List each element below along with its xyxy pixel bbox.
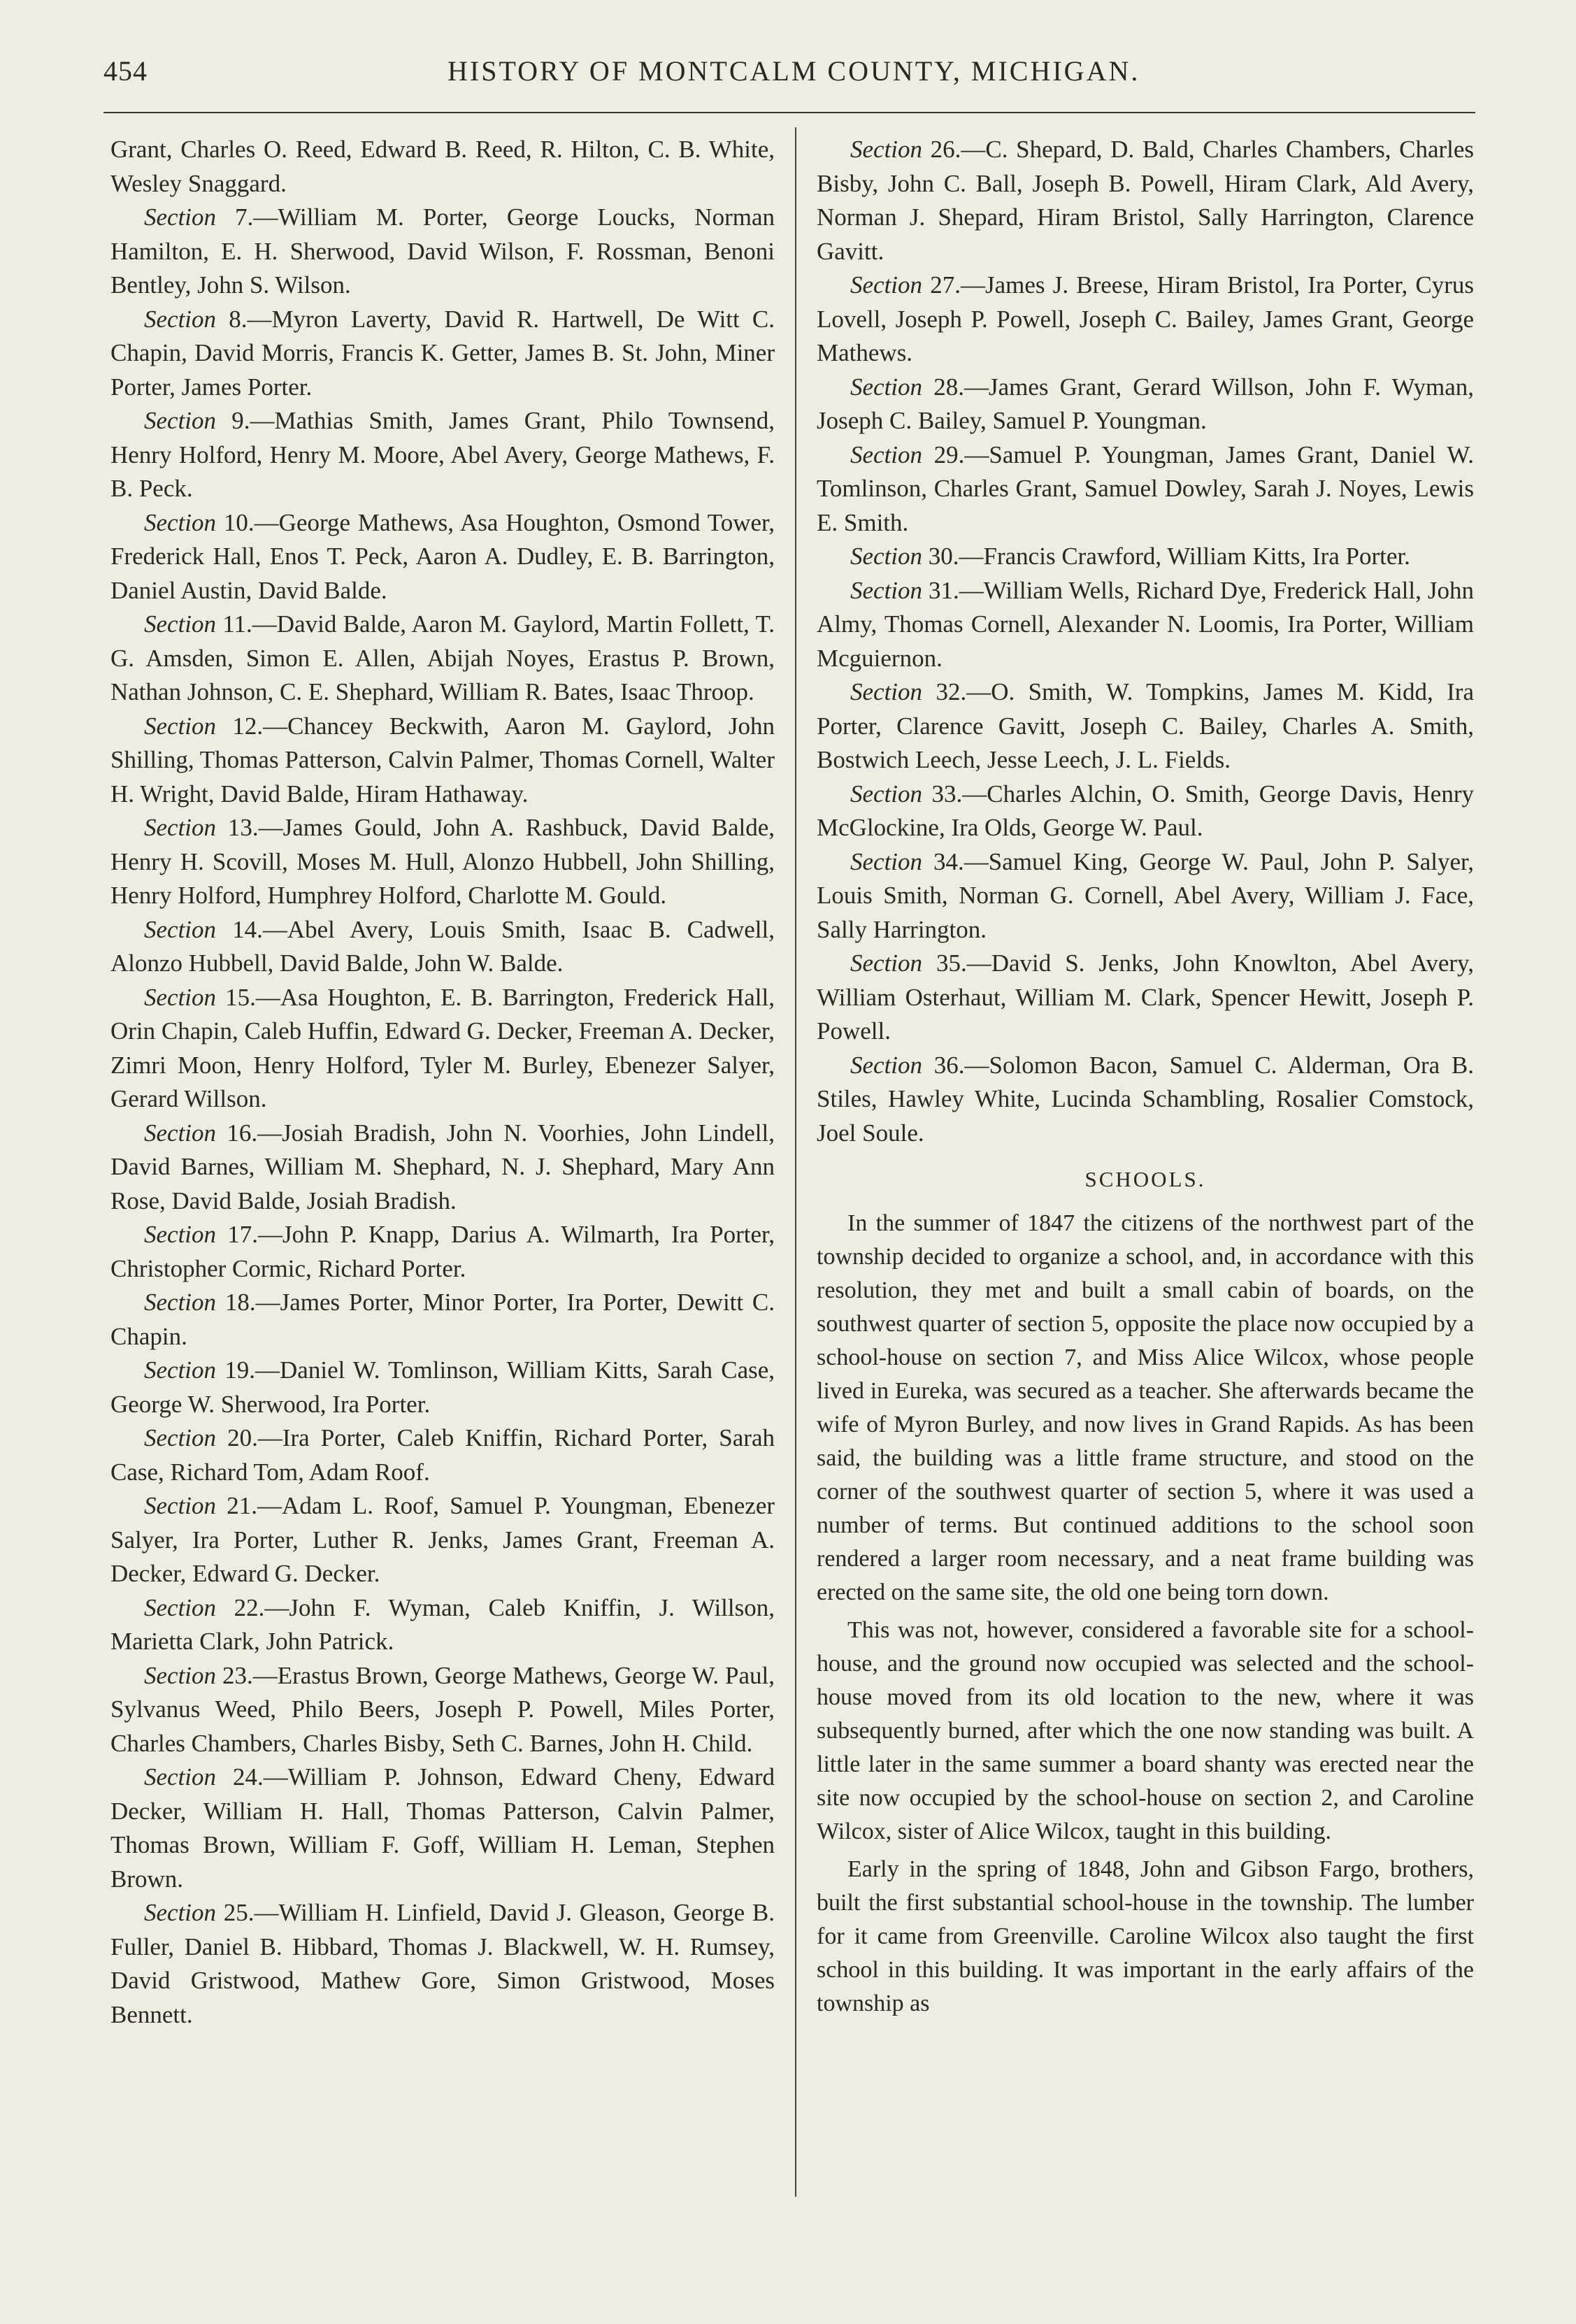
- running-title: HISTORY OF MONTCALM COUNTY, MICHIGAN.: [447, 55, 1140, 87]
- section-entry: Section 22.—John F. Wyman, Caleb Kniffin, J. Willson, Marietta Clark, John Patrick.: [110, 1593, 775, 1655]
- section-entry: Section 31.—William Wells, Richard Dye, Frederick Hall, John Almy, Thomas Cornell, Alexander N. Loomis, Ira Porter, William Mcguiernon.: [817, 576, 1474, 672]
- section-entry: Section 24.—William P. Johnson, Edward Cheny, Edward Decker, William H. Hall, Thomas Patterson, Calvin Palmer, Thomas Brown, William F. Goff, William H. Leman, Stephen Brown.: [110, 1763, 775, 1893]
- section-entry: Section 7.—William M. Porter, George Loucks, Norman Hamilton, E. H. Sherwood, David Wilson, F. Rossman, Benoni Bentley, John S. Wilson.: [110, 203, 775, 299]
- section-entry: Section 15.—Asa Houghton, E. B. Barrington, Frederick Hall, Orin Chapin, Caleb Huffin, Edward G. Decker, Freeman A. Decker, Zimri Moon, Henry Holford, Tyler M. Burley, Ebenezer Salyer, Gerard Willson.: [110, 983, 775, 1112]
- page-number: 454: [103, 55, 148, 87]
- schools-paragraph: Early in the spring of 1848, John and Gibson Fargo, brothers, built the first substantial school-house in the township. The lumber for it came from Greenville. Caroline Wilcox also taught the first school in this building. It was important in the early affairs of the township as: [817, 1856, 1474, 2016]
- section-entry: Section 36.—Solomon Bacon, Samuel C. Alderman, Ora B. Stiles, Hawley White, Lucinda Schambling, Rosalier Comstock, Joel Soule.: [817, 1051, 1475, 1147]
- section-entry: Section 25.—William H. Linfield, David J. Gleason, George B. Fuller, Daniel B. Hibbard, Thomas J. Blackwell, W. H. Rumsey, David Gristwood, Mathew Gore, Simon Gristwood, Moses Bennett.: [110, 1899, 775, 2028]
- section-entry: Section 9.—Mathias Smith, James Grant, Philo Townsend, Henry Holford, Henry M. Moore, Abel Avery, George Mathews, F. B. Peck.: [110, 407, 775, 502]
- section-entry: Section 8.—Myron Laverty, David R. Hartwell, De Witt C. Chapin, David Morris, Francis K. Getter, James B. St. John, Miner Porter, James Porter.: [110, 305, 775, 401]
- section-entry: Grant, Charles O. Reed, Edward B. Reed, R. Hilton, C. B. White, Wesley Snaggard.: [110, 136, 775, 197]
- right-column: [817, 133, 1474, 2025]
- section-entry: Section 34.—Samuel King, George W. Paul, John P. Salyer, Louis Smith, Norman G. Cornell, Abel Avery, William J. Face, Sally Harrington.: [817, 847, 1475, 943]
- section-entry: Section 16.—Josiah Bradish, John N. Voorhies, John Lindell, David Barnes, William M. Shephard, N. J. Shephard, Mary Ann Rose, David Balde, Josiah Bradish.: [110, 1119, 775, 1214]
- section-entry: Section 17.—John P. Knapp, Darius A. Wilmarth, Ira Porter, Christopher Cormic, Richard Porter.: [110, 1221, 775, 1282]
- left-column: [110, 133, 775, 2032]
- section-entry: Section 13.—James Gould, John A. Rashbuck, David Balde, Henry H. Scovill, Moses M. Hull, Alonzo Hubbell, John Shilling, Henry Holford, Humphrey Holford, Charlotte M. Gould.: [110, 814, 775, 909]
- section-entry: Section 20.—Ira Porter, Caleb Kniffin, Richard Porter, Sarah Case, Richard Tom, Adam Roof.: [110, 1424, 775, 1486]
- section-entry: Section 23.—Erastus Brown, George Mathews, George W. Paul, Sylvanus Weed, Philo Beers, Joseph P. Powell, Miles Porter, Charles Chambers, Charles Bisby, Seth C. Barnes, John H. Child.: [110, 1661, 775, 1757]
- header-rule: [103, 112, 1475, 113]
- schools-heading: SCHOOLS.: [1084, 1167, 1206, 1191]
- section-entry: Section 35.—David S. Jenks, John Knowlton, Abel Avery, William Osterhaut, William M. Clark, Spencer Hewitt, Joseph P. Powell.: [817, 949, 1474, 1045]
- section-entry: Section 21.—Adam L. Roof, Samuel P. Youngman, Ebenezer Salyer, Ira Porter, Luther R. Jenks, James Grant, Freeman A. Decker, Edward G. Decker.: [110, 1492, 775, 1587]
- section-entry: Section 11.—David Balde, Aaron M. Gaylord, Martin Follett, T. G. Amsden, Simon E. Allen, Abijah Noyes, Erastus P. Brown, Nathan Johnson, C. E. Shephard, William R. Bates, Isaac Throop.: [110, 610, 775, 705]
- section-entry: Section 27.—James J. Breese, Hiram Bristol, Ira Porter, Cyrus Lovell, Joseph P. Powell, Joseph C. Bailey, James Grant, George Mathews.: [817, 271, 1475, 366]
- schools-paragraph: In the summer of 1847 the citizens of the northwest part of the township decided to organize a school, and, in accordance with this resolution, they met and built a small cabin of boards, on the southwest quarter of section 5, opposite the place now occupied by a school-house on section 7, and Miss Alice Wilcox, whose people lived in Eureka, was secured as a teacher. She afterwards became the wife of Myron Burley, and now lives in Grand Rapids. As has been said, the building was a little frame structure, and stood on the corner of the southwest quarter of section 5, where it was used a number of terms. But continued additions to the school soon rendered a larger room necessary, and a neat frame building was erected on the same site, the old one being torn down.: [817, 1210, 1474, 1605]
- section-entry: Section 26.—C. Shepard, D. Bald, Charles Chambers, Charles Bisby, John C. Ball, Joseph B. Powell, Hiram Clark, Ald Avery, Norman J. Shepard, Hiram Bristol, Sally Harrington, Clarence Gavitt.: [817, 136, 1475, 265]
- section-entry: Section 12.—Chancey Beckwith, Aaron M. Gaylord, John Shilling, Thomas Patterson, Calvin Palmer, Thomas Cornell, Walter H. Wright, David Balde, Hiram Hathaway.: [110, 712, 775, 808]
- section-entry: Section 33.—Charles Alchin, O. Smith, George Davis, Henry McGlockine, Ira Olds, George W. Paul.: [817, 780, 1474, 841]
- page-header: [0, 0, 1576, 119]
- column-divider: [795, 127, 796, 2197]
- section-entry: Section 18.—James Porter, Minor Porter, Ira Porter, Dewitt C. Chapin.: [110, 1289, 775, 1350]
- section-entry: Section 19.—Daniel W. Tomlinson, William Kitts, Sarah Case, George W. Sherwood, Ira Porter.: [110, 1356, 775, 1418]
- section-entry: Section 32.—O. Smith, W. Tompkins, James M. Kidd, Ira Porter, Clarence Gavitt, Joseph C. Bailey, Charles A. Smith, Bostwich Leech, Jesse Leech, J. L. Fields.: [817, 678, 1474, 773]
- schools-paragraph: This was not, however, considered a favorable site for a school-house, and the ground now occupied was selected and the school-house moved from its old location to the new, where it was subsequently burned, after which the one now standing was built. A little later in the same summer a board shanty was erected near the site now occupied by the school-house on section 2, and Caroline Wilcox, sister of Alice Wilcox, taught in this building.: [817, 1616, 1474, 1844]
- section-entry: Section 14.—Abel Avery, Louis Smith, Isaac B. Cadwell, Alonzo Hubbell, David Balde, John W. Balde.: [110, 915, 775, 977]
- section-entry: Section 29.—Samuel P. Youngman, James Grant, Daniel W. Tomlinson, Charles Grant, Samuel Dowley, Sarah J. Noyes, Lewis E. Smith.: [817, 440, 1475, 536]
- section-entry: Section 28.—James Grant, Gerard Willson, John F. Wyman, Joseph C. Bailey, Samuel P. Youngman.: [817, 373, 1474, 434]
- section-entry: Section 10.—George Mathews, Asa Houghton, Osmond Tower, Frederick Hall, Enos T. Peck, Aaron A. Dudley, E. B. Barrington, Daniel Austin, David Balde.: [110, 508, 775, 604]
- section-entry: Section 30.—Francis Crawford, William Kitts, Ira Porter.: [850, 543, 1410, 570]
